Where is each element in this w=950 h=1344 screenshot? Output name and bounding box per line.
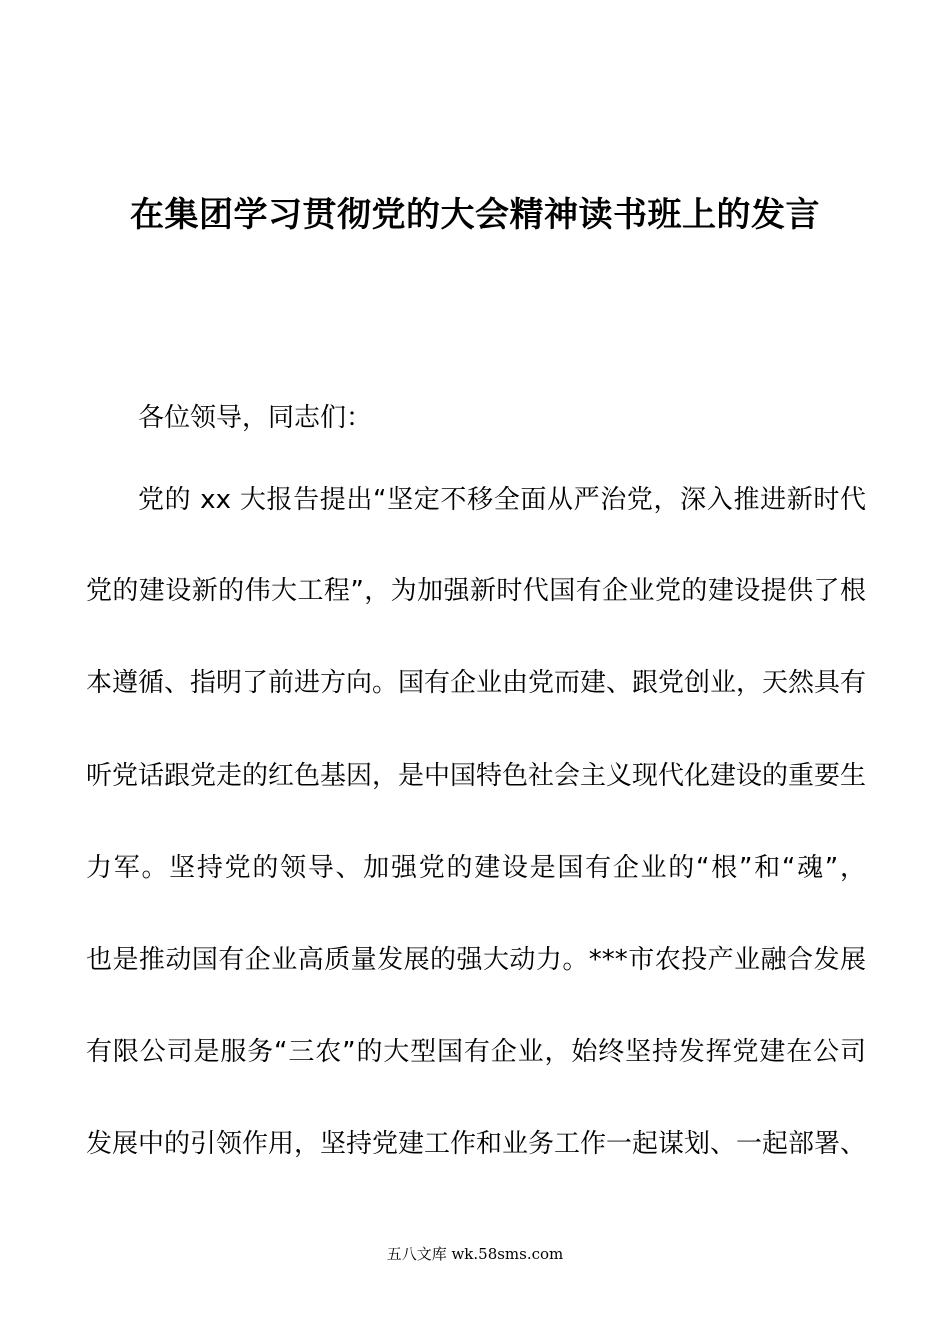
footer-watermark: 五八文库 wk.58sms.com — [386, 1245, 564, 1263]
document-title: 在集团学习贯彻党的大会精神读书班上的发言 — [130, 195, 820, 235]
body-line: 有限公司是服务“三农”的大型国有企业，始终坚持发挥党建在公司 — [86, 1037, 866, 1067]
body-line: 力军。坚持党的领导、加强党的建设是国有企业的“根”和“魂”， — [86, 853, 866, 883]
salutation-line: 各位领导，同志们： — [138, 403, 373, 433]
body-line: 发展中的引领作用，坚持党建工作和业务工作一起谋划、一起部署、 — [86, 1129, 867, 1159]
body-line: 党的建设新的伟大工程”，为加强新时代国有企业党的建设提供了根 — [86, 576, 866, 606]
body-line: 也是推动国有企业高质量发展的强大动力。***市农投产业融合发展 — [86, 945, 866, 975]
body-line: 党的 xx 大报告提出“坚定不移全面从严治党，深入推进新时代 — [138, 485, 866, 515]
body-line: 听党话跟党走的红色基因，是中国特色社会主义现代化建设的重要生 — [86, 761, 867, 791]
body-line: 本遵循、指明了前进方向。国有企业由党而建、跟党创业，天然具有 — [86, 668, 867, 698]
